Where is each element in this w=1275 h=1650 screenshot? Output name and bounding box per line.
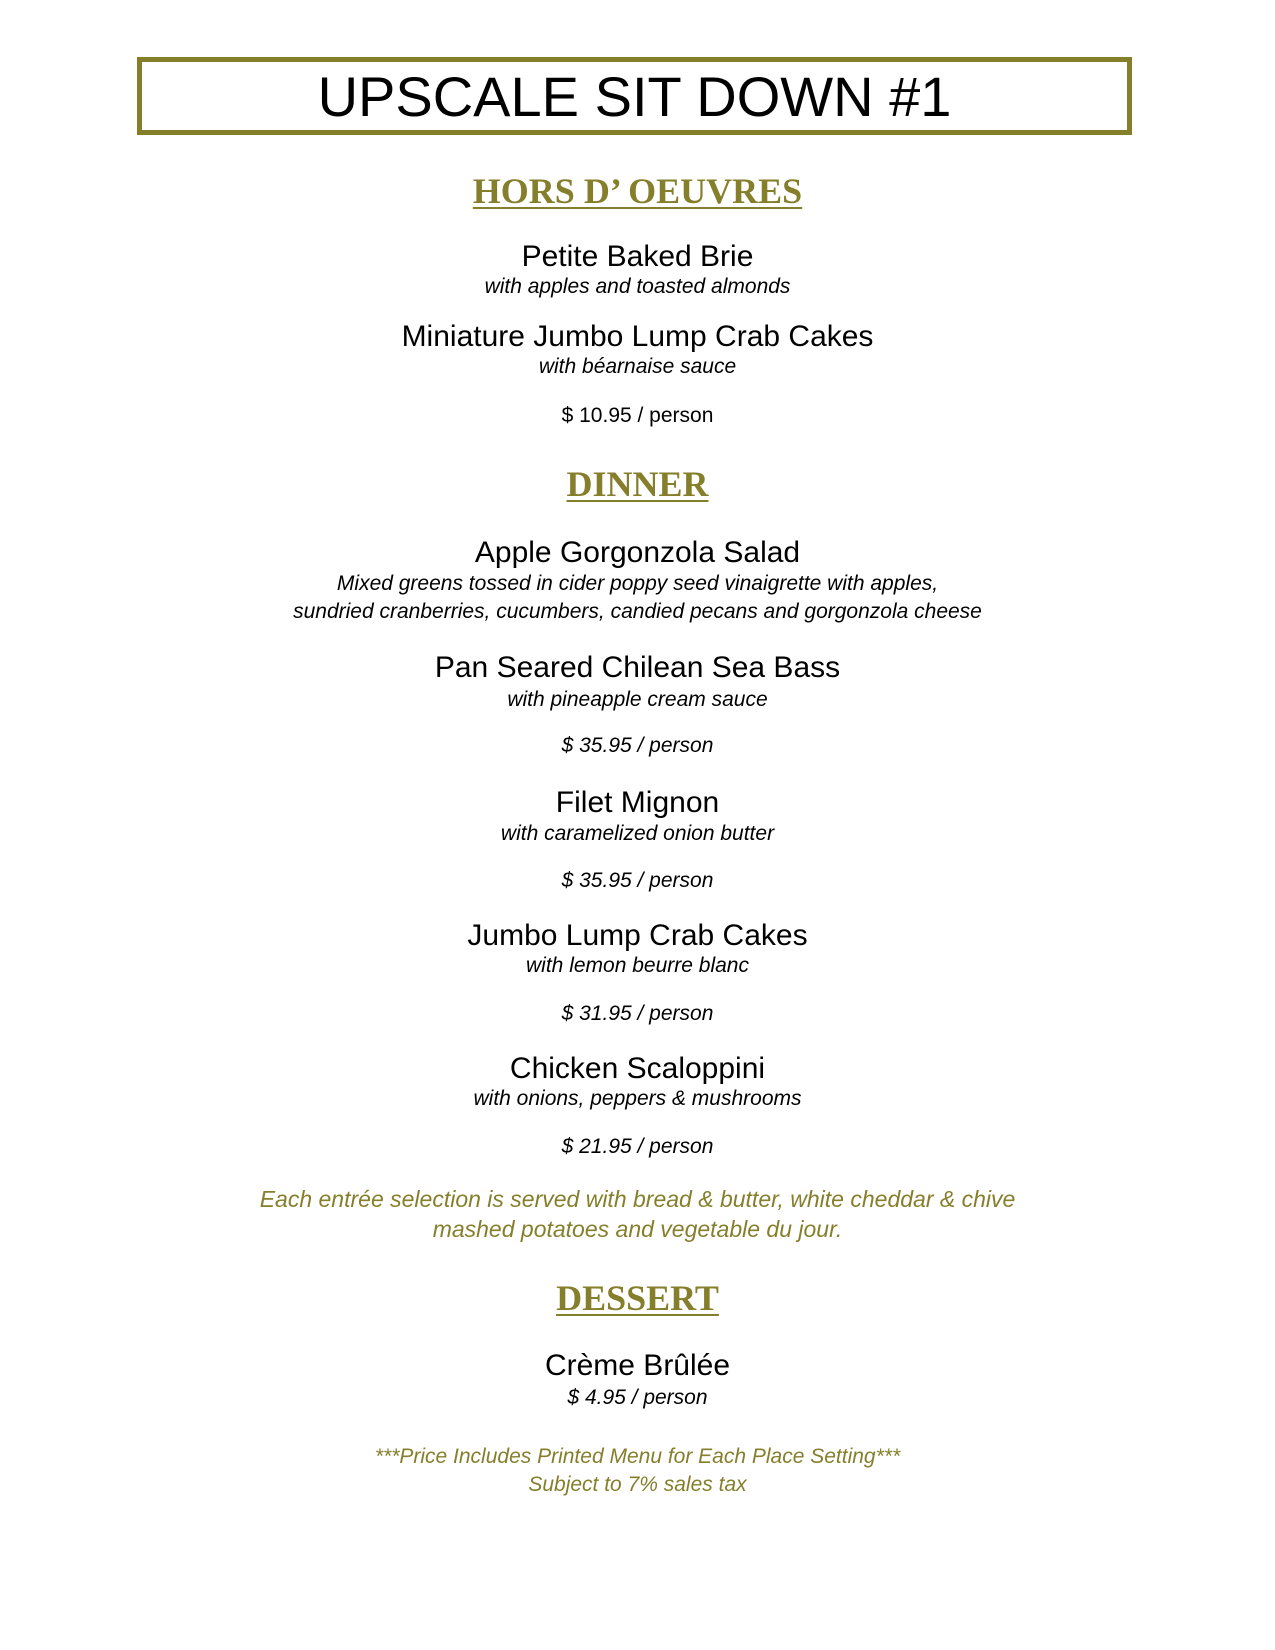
entree-name: Jumbo Lump Crab Cakes <box>467 919 808 952</box>
salad-description-line: sundried cranberries, cucumbers, candied pecans and gorgonzola cheese <box>293 600 982 623</box>
entree-note <box>0 1184 1275 1244</box>
entree-name: Pan Seared Chilean Sea Bass <box>434 651 841 684</box>
salad-name: Apple Gorgonzola Salad <box>474 536 801 569</box>
hors-doeuvres-heading: HORS D’ OEUVRES <box>472 171 803 211</box>
footer-line: Subject to 7% sales tax <box>528 1473 747 1496</box>
footer-line: ***Price Includes Printed Menu for Each Place Setting*** <box>374 1445 901 1468</box>
entree-price: $ 35.95 / person <box>561 734 714 757</box>
entree-description: with caramelized onion butter <box>500 822 775 845</box>
entree-price: $ 35.95 / person <box>561 869 714 892</box>
entree-name: Filet Mignon <box>555 786 720 819</box>
entree-name: Chicken Scaloppini <box>509 1052 766 1085</box>
entree-description: with onions, peppers & mushrooms <box>473 1087 802 1110</box>
dessert-name: Crème Brûlée <box>544 1349 731 1382</box>
menu-item-description: with béarnaise sauce <box>538 355 737 378</box>
salad-description-line: Mixed greens tossed in cider poppy seed vinaigrette with apples, <box>336 572 939 595</box>
page-title: UPSCALE SIT DOWN #1 <box>317 65 952 128</box>
dinner-heading: DINNER <box>566 464 709 504</box>
entree-note-line: Each entrée selection is served with bread & butter, white cheddar & chive <box>259 1186 1016 1212</box>
hors-doeuvres-price: $ 10.95 / person <box>561 404 714 427</box>
entree-price: $ 21.95 / person <box>561 1135 714 1158</box>
entree-description: with pineapple cream sauce <box>507 688 768 711</box>
dessert-price: $ 4.95 / person <box>567 1386 708 1409</box>
entree-note-line: mashed potatoes and vegetable du jour. <box>432 1216 843 1242</box>
entree-price: $ 31.95 / person <box>561 1002 714 1025</box>
title-box <box>137 57 1132 135</box>
entree-description: with lemon beurre blanc <box>526 954 749 977</box>
menu-item-description: with apples and toasted almonds <box>484 275 791 298</box>
dessert-heading: DESSERT <box>556 1278 719 1318</box>
salad-description <box>0 570 1275 626</box>
menu-item-name: Miniature Jumbo Lump Crab Cakes <box>401 320 874 353</box>
footer-note <box>0 1443 1275 1499</box>
menu-item-name: Petite Baked Brie <box>521 240 754 273</box>
